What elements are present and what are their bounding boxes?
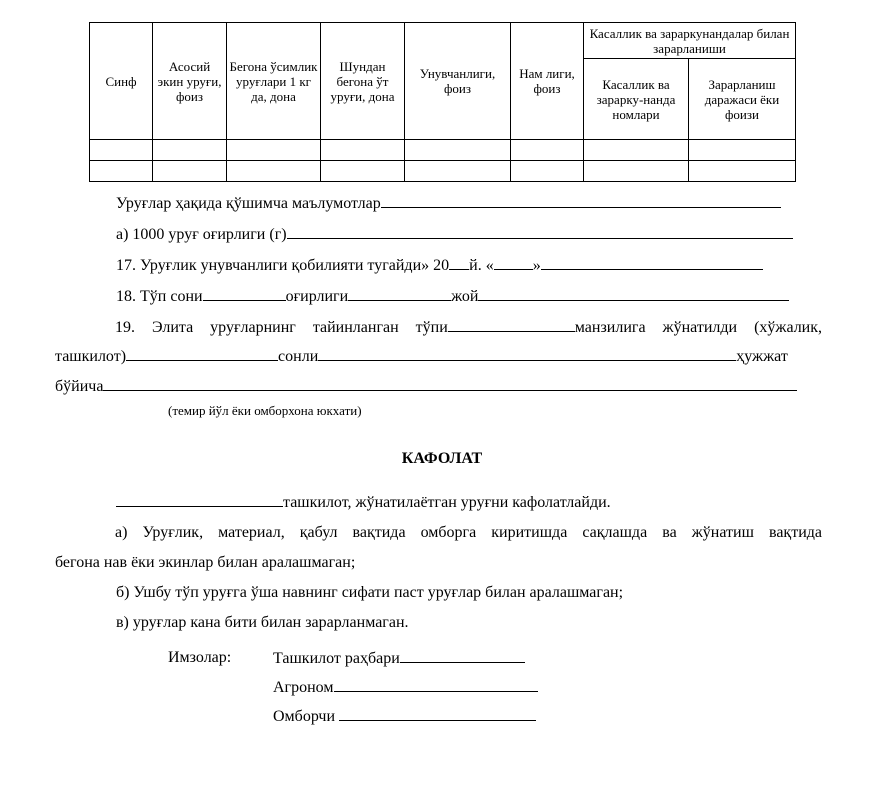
organization-label: ташкилот) — [55, 348, 127, 365]
signature-head-line — [273, 648, 525, 668]
table-cell[interactable] — [90, 161, 153, 182]
organization-blank[interactable] — [126, 346, 278, 361]
according-blank[interactable] — [103, 376, 797, 391]
guarantee-intro-line — [116, 492, 611, 512]
line-17 — [116, 255, 763, 275]
signature-agronomist-line — [273, 677, 538, 697]
weight-1000-label: а) 1000 уруғ оғирлиги (г) — [116, 226, 287, 243]
table-cell[interactable] — [511, 140, 584, 161]
lot-count-blank[interactable] — [203, 286, 286, 301]
guarantee-item-c: в) уруғлар кана бити билан зарарланмаган. — [116, 614, 409, 631]
sent-to-label: манзилига жўнатилди (хўжалик, — [574, 319, 823, 336]
table-cell[interactable] — [689, 161, 796, 182]
table-cell[interactable] — [153, 140, 227, 161]
signature-head-label: Ташкилот раҳбари — [273, 650, 400, 667]
weight-1000-blank[interactable] — [287, 224, 793, 239]
elite-lot-label: 19. Элита уруғларнинг тайинланган тўпи — [115, 319, 448, 336]
guarantee-a-line2: бегона нав ёки экинлар билан аралашмаган; — [55, 554, 356, 571]
lot-count-label: 18. Тўп сони — [116, 288, 203, 305]
lot-weight-label: оғирлиги — [285, 288, 349, 305]
header-class: Синф — [90, 23, 153, 140]
signature-storekeeper-blank[interactable] — [339, 706, 536, 721]
signature-storekeeper-label: Омборчи — [273, 708, 336, 725]
table-row — [90, 140, 796, 161]
signatures-label: Имзолар: — [168, 649, 232, 666]
guarantee-title: КАФОЛАТ — [401, 450, 483, 467]
table-cell[interactable] — [405, 140, 511, 161]
header-disease-group: Касаллик ва зараркунандалар билан зарарланиши — [584, 23, 796, 59]
table-cell[interactable] — [227, 140, 321, 161]
document-label: ҳужжат — [736, 348, 788, 365]
header-disease-names: Касаллик ва зарарку-нанда номлари — [584, 59, 689, 140]
organization-name-blank[interactable] — [116, 492, 283, 507]
month-blank[interactable] — [541, 255, 763, 270]
table-cell[interactable] — [584, 161, 689, 182]
guarantee-intro: ташкилот, жўнатилаётган уруғни кафолатлайди. — [283, 494, 611, 511]
lot-weight-blank[interactable] — [348, 286, 451, 301]
according-label: бўйича — [55, 378, 104, 395]
table-cell[interactable] — [321, 140, 405, 161]
line-19-a — [55, 317, 822, 337]
header-weed-seeds: Бегона ўсимлик уруғлари 1 кг да, дона — [227, 23, 321, 140]
header-germination: Унувчанлиги, фоиз — [405, 23, 511, 140]
header-damage-level: Зарарланиш даражаси ёки фоизи — [689, 59, 796, 140]
table-cell[interactable] — [321, 161, 405, 182]
line-19-b — [55, 346, 822, 366]
table-row — [90, 161, 796, 182]
table-cell[interactable] — [584, 140, 689, 161]
year-suffix: й. « — [469, 257, 494, 274]
weight-1000-line — [116, 224, 793, 244]
table-cell[interactable] — [405, 161, 511, 182]
additional-info-label: Уруғлар ҳақида қўшимча маълумотлар — [116, 195, 381, 212]
day-blank[interactable] — [494, 255, 533, 270]
elite-lot-blank[interactable] — [448, 317, 575, 332]
line-19-c — [55, 376, 797, 396]
table-cell[interactable] — [511, 161, 584, 182]
guarantee-a-line1 — [55, 523, 822, 542]
guarantee-item-b: б) Ушбу тўп уруғга ўша навнинг сифати паст уруғлар билан аралашмаган; — [116, 584, 624, 601]
additional-info-blank[interactable] — [381, 193, 781, 208]
place-blank[interactable] — [478, 286, 789, 301]
signature-agronomist-blank[interactable] — [334, 677, 538, 692]
table-cell[interactable] — [227, 161, 321, 182]
number-label: сонли — [278, 348, 319, 365]
line-18 — [116, 286, 789, 306]
additional-info-line — [116, 193, 781, 213]
seed-quality-table — [89, 22, 796, 182]
header-other-crop: Шундан бегона ўт уруғи, дона — [321, 23, 405, 140]
number-blank[interactable] — [318, 346, 736, 361]
guarantee-item-a: а) Уруғлик, материал, қабул вақтида омборга киритишда сақлашда ва жўнатиш вақтида — [115, 524, 822, 541]
header-main-seed: Асосий экин уруғи, фоиз — [153, 23, 227, 140]
quote-close: » — [532, 257, 541, 274]
year-blank[interactable] — [449, 255, 469, 270]
signature-head-blank[interactable] — [400, 648, 525, 663]
table-cell[interactable] — [90, 140, 153, 161]
table-cell[interactable] — [153, 161, 227, 182]
header-moisture: Нам лиги, фоиз — [511, 23, 584, 140]
table-cell[interactable] — [689, 140, 796, 161]
place-label: жой — [451, 288, 479, 305]
germination-end-label: 17. Уруғлик унувчанлиги қобилияти тугайди» 20 — [116, 257, 450, 274]
signature-storekeeper-line — [273, 706, 536, 726]
signature-agronomist-label: Агроном — [273, 679, 334, 696]
note-caption: (темир йўл ёки омборхона юкхати) — [168, 403, 362, 418]
